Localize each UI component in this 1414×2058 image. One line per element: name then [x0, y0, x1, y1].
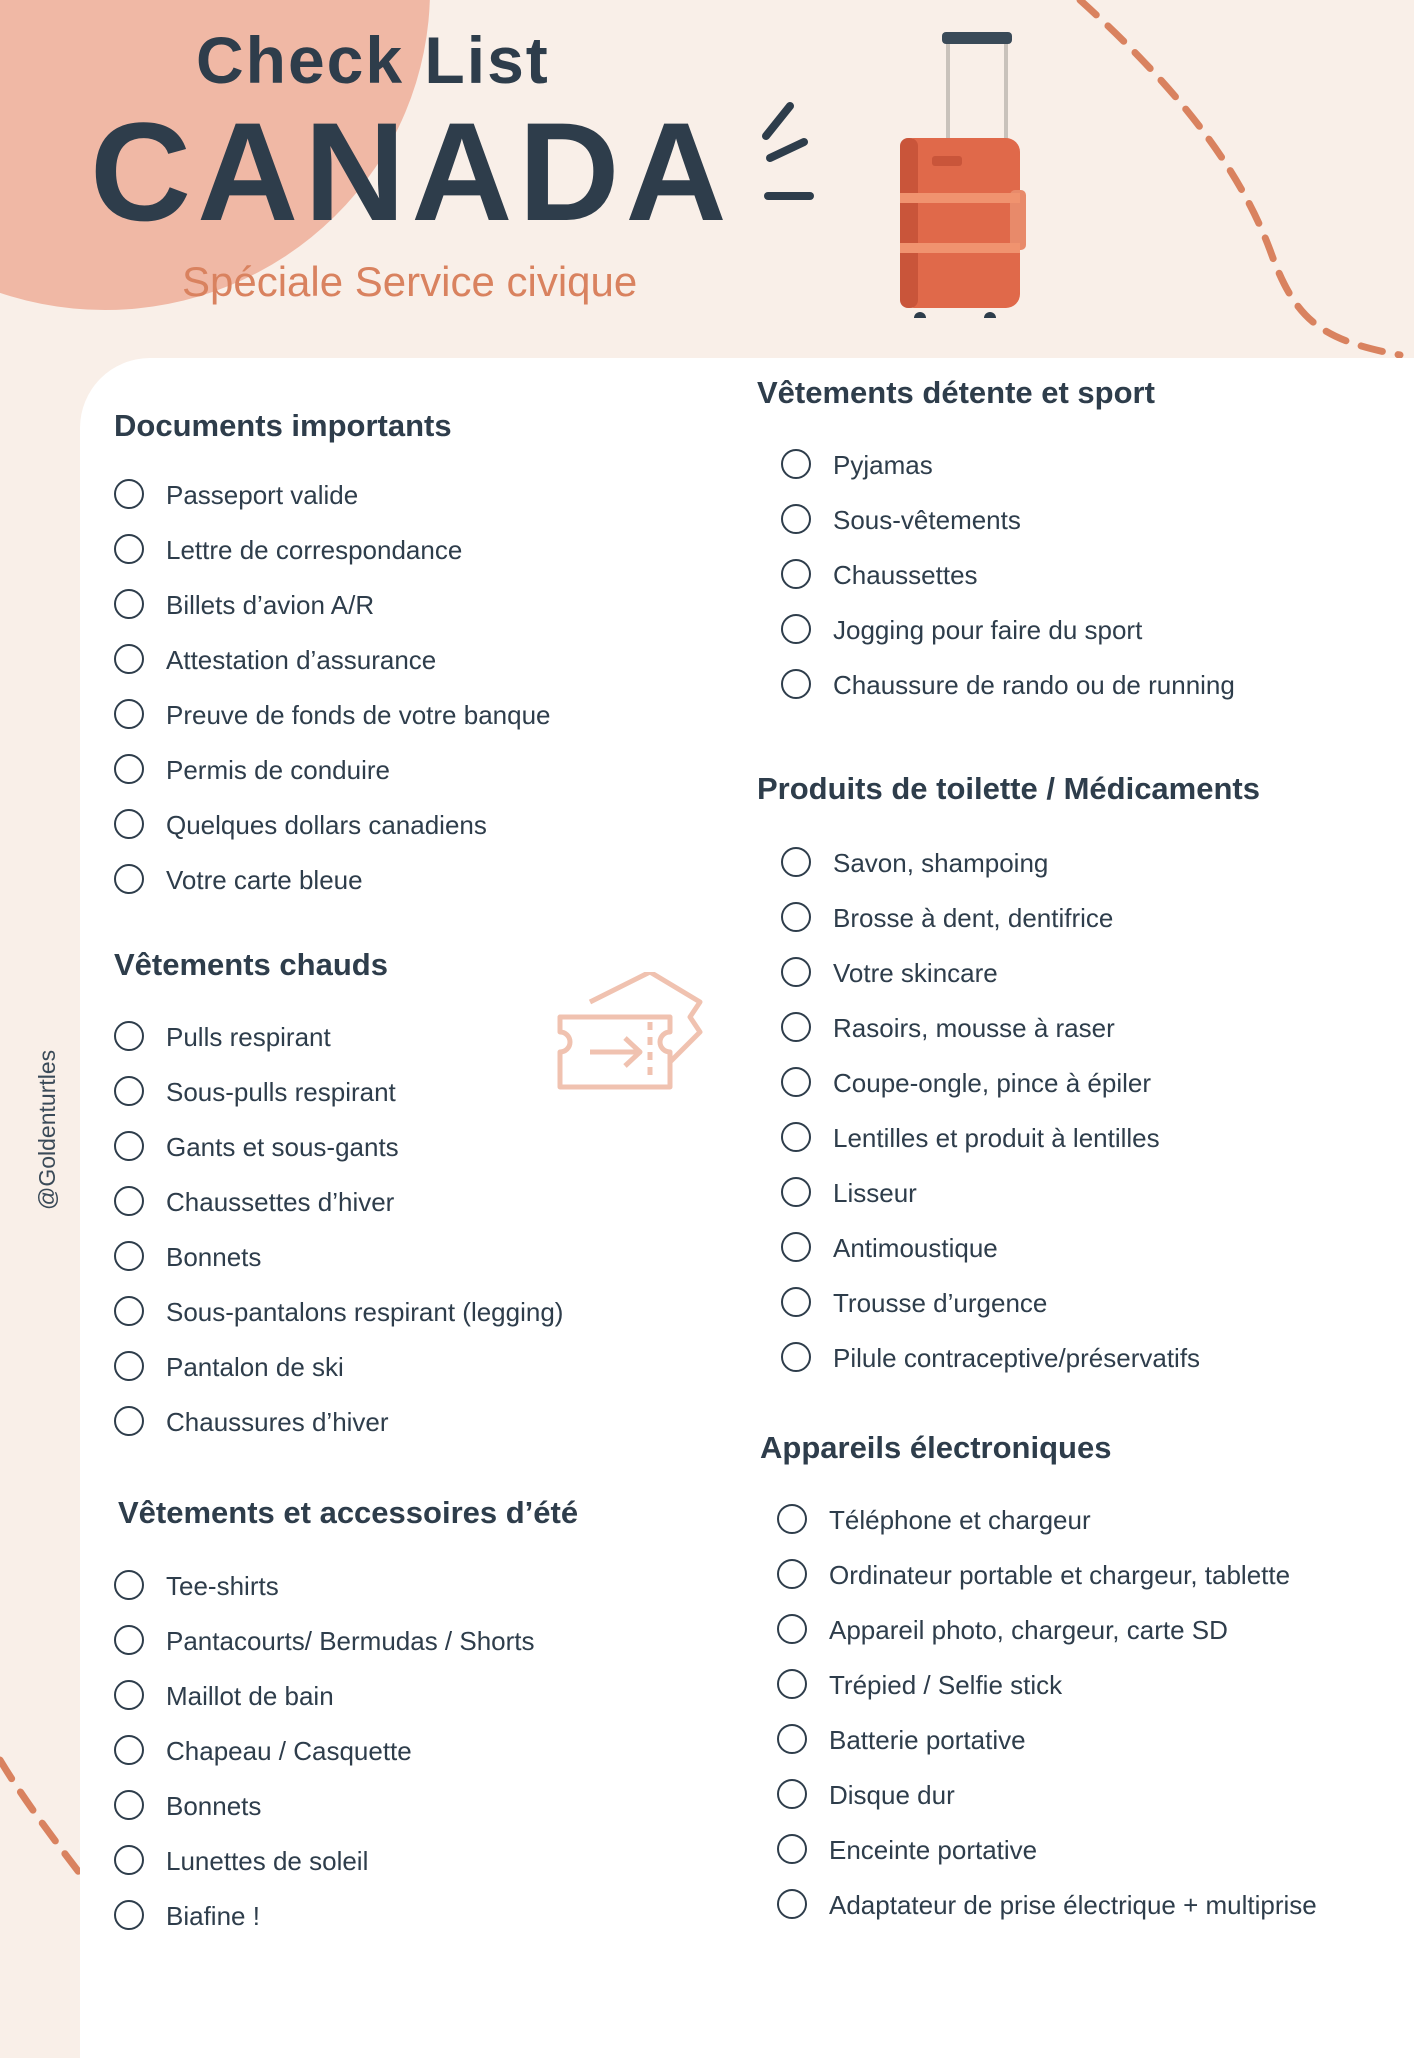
checklist-item-label: Téléphone et chargeur [829, 1505, 1091, 1535]
section-title: Documents importants [114, 408, 452, 443]
checklist-item [781, 610, 1155, 665]
checklist-item-label: Bonnets [166, 1242, 262, 1272]
checkbox-circle[interactable] [777, 1504, 807, 1534]
checklist-item-label: Antimoustique [833, 1233, 998, 1263]
checklist-item-label: Chaussettes d’hiver [166, 1187, 395, 1217]
section-warm-clothes [114, 947, 564, 1457]
checklist-item-label: Lentilles et produit à lentilles [833, 1123, 1160, 1153]
checklist-item [777, 1555, 1291, 1610]
author-handle: @Goldenturtles [34, 1049, 60, 1210]
checklist-item [781, 1063, 1260, 1118]
checklist-item-label: Permis de conduire [166, 755, 390, 785]
checkbox-circle[interactable] [781, 847, 811, 877]
checklist-item [114, 1896, 578, 1951]
checklist-item-label: Chaussure de rando ou de running [833, 670, 1235, 700]
checklist-item [781, 843, 1260, 898]
checklist-item-label: Adaptateur de prise électrique + multiprise [829, 1890, 1317, 1920]
checklist-item-label: Pulls respirant [166, 1022, 331, 1052]
checklist-item-label: Biafine ! [166, 1901, 260, 1931]
checklist-item [114, 1621, 578, 1676]
checkbox-circle[interactable] [114, 1790, 144, 1820]
checkbox-circle[interactable] [114, 1351, 144, 1381]
checklist-item [114, 860, 452, 915]
checkbox-circle[interactable] [114, 864, 144, 894]
checkbox-circle[interactable] [114, 809, 144, 839]
checklist-item [114, 475, 452, 530]
checklist-item-label: Votre skincare [833, 958, 998, 988]
checklist-item [114, 640, 452, 695]
checklist-item-label: Pantacourts/ Bermudas / Shorts [166, 1626, 535, 1656]
checklist-item [777, 1720, 1111, 1775]
checklist-item [781, 665, 1235, 720]
checkbox-circle[interactable] [781, 1342, 811, 1372]
section-title: Vêtements et accessoires d’été [118, 1495, 579, 1530]
checkbox-circle[interactable] [114, 1076, 144, 1106]
checkbox-circle[interactable] [777, 1559, 807, 1589]
checkbox-circle[interactable] [114, 589, 144, 619]
page-title: CANADA [90, 93, 733, 250]
checklist-item-label: Batterie portative [829, 1725, 1026, 1755]
checkbox-circle[interactable] [114, 1241, 144, 1271]
checklist-item-label: Ordinateur portable et chargeur, tablette [829, 1560, 1291, 1590]
burst-accent-icon [748, 98, 818, 208]
checklist-item-label: Pilule contraceptive/préservatifs [833, 1343, 1201, 1373]
checklist-item [777, 1885, 1317, 1940]
checklist-item-label: Pyjamas [833, 450, 933, 480]
checklist-item [781, 1173, 1260, 1228]
checkbox-circle[interactable] [114, 1021, 144, 1051]
checkbox-circle[interactable] [777, 1889, 807, 1919]
checklist-item [114, 750, 452, 805]
checklist-item-label: Tee-shirts [166, 1571, 279, 1601]
checkbox-circle[interactable] [114, 699, 144, 729]
checkbox-circle[interactable] [114, 1680, 144, 1710]
checkbox-circle[interactable] [114, 1845, 144, 1875]
checklist-item [114, 1127, 399, 1182]
checklist-item [114, 585, 452, 640]
checkbox-circle[interactable] [114, 1625, 144, 1655]
checkbox-circle[interactable] [114, 479, 144, 509]
checkbox-circle[interactable] [777, 1669, 807, 1699]
checkbox-circle[interactable] [781, 1067, 811, 1097]
checklist-item [777, 1775, 1111, 1830]
checklist-item [114, 1017, 388, 1072]
checklist-item [114, 1731, 578, 1786]
section-title: Vêtements détente et sport [757, 375, 1155, 410]
checklist-item [114, 1566, 578, 1621]
checklist-item [777, 1500, 1111, 1555]
checkbox-circle[interactable] [114, 1131, 144, 1161]
checkbox-circle[interactable] [781, 1122, 811, 1152]
checkbox-circle[interactable] [781, 504, 811, 534]
checkbox-circle[interactable] [781, 1012, 811, 1042]
checklist-item-label: Quelques dollars canadiens [166, 810, 487, 840]
checklist-item [114, 530, 463, 585]
checkbox-circle[interactable] [114, 1900, 144, 1930]
plane-ticket-icon [550, 972, 710, 1122]
checklist-item-label: Pantalon de ski [166, 1352, 344, 1382]
checklist-item [781, 1118, 1260, 1173]
checklist-item-label: Lisseur [833, 1178, 917, 1208]
suitcase-icon [880, 28, 1040, 318]
checklist-item-label: Chaussures d’hiver [166, 1407, 389, 1437]
checkbox-circle[interactable] [777, 1724, 807, 1754]
checklist-item-label: Chapeau / Casquette [166, 1736, 412, 1766]
checkbox-circle[interactable] [781, 669, 811, 699]
checklist-item [781, 1283, 1260, 1338]
checklist-item-label: Brosse à dent, dentifrice [833, 903, 1114, 933]
checklist-item [114, 1676, 578, 1731]
checklist-item-label: Sous-pulls respirant [166, 1077, 396, 1107]
checklist-item [781, 445, 1155, 500]
checklist-item-label: Lunettes de soleil [166, 1846, 369, 1876]
checkbox-circle[interactable] [781, 1177, 811, 1207]
checkbox-circle[interactable] [781, 1287, 811, 1317]
checklist-item-label: Jogging pour faire du sport [833, 615, 1143, 645]
checklist-item [114, 695, 551, 750]
checkbox-circle[interactable] [781, 957, 811, 987]
checklist-item [781, 898, 1260, 953]
checkbox-circle[interactable] [114, 1186, 144, 1216]
section-documents [114, 408, 551, 915]
section-toiletries [757, 771, 1260, 1393]
checklist-item [114, 1786, 578, 1841]
checklist-item-label: Coupe-ongle, pince à épiler [833, 1068, 1151, 1098]
checklist-item [781, 1338, 1260, 1393]
checklist-item [781, 1228, 1260, 1283]
checklist-item-label: Bonnets [166, 1791, 262, 1821]
checklist-item-label: Trousse d’urgence [833, 1288, 1048, 1318]
checklist-item-label: Preuve de fonds de votre banque [166, 700, 551, 730]
checklist-item-label: Attestation d’assurance [166, 645, 437, 675]
checklist-item [114, 1237, 388, 1292]
checklist-item-label: Trépied / Selfie stick [829, 1670, 1063, 1700]
checklist-item-label: Appareil photo, chargeur, carte SD [829, 1615, 1228, 1645]
section-sport-clothes [757, 375, 1235, 720]
checklist-item-label: Sous-pantalons respirant (legging) [166, 1297, 564, 1327]
checklist-item-label: Maillot de bain [166, 1681, 334, 1711]
checklist-item [781, 953, 1260, 1008]
checklist-item [114, 1841, 578, 1896]
checklist-item-label: Lettre de correspondance [166, 535, 463, 565]
checklist-item [114, 1182, 395, 1237]
checkbox-circle[interactable] [781, 559, 811, 589]
checklist-item-label: Gants et sous-gants [166, 1132, 399, 1162]
checklist-item [114, 1072, 396, 1127]
checkbox-circle[interactable] [114, 1735, 144, 1765]
checklist-item [114, 1347, 388, 1402]
checklist-item [114, 805, 487, 860]
checkbox-circle[interactable] [114, 1406, 144, 1436]
checkbox-circle[interactable] [114, 644, 144, 674]
checklist-item [781, 555, 1155, 610]
page-subtitle: Spéciale Service civique [182, 258, 638, 305]
checklist-item [114, 1402, 388, 1457]
checkbox-circle[interactable] [777, 1779, 807, 1809]
checklist-item-label: Sous-vêtements [833, 505, 1021, 535]
checkbox-circle[interactable] [781, 1232, 811, 1262]
section-summer-clothes [118, 1495, 578, 1951]
checkbox-circle[interactable] [781, 614, 811, 644]
checkbox-circle[interactable] [777, 1614, 807, 1644]
checklist-item [777, 1610, 1228, 1665]
checklist-item [114, 1292, 564, 1347]
checklist-item [781, 1008, 1260, 1063]
section-title: Produits de toilette / Médicaments [757, 771, 1260, 806]
checklist-item-label: Savon, shampoing [833, 848, 1049, 878]
checklist-item-label: Passeport valide [166, 480, 359, 510]
checklist-item-label: Chaussettes [833, 560, 978, 590]
section-title: Appareils électroniques [760, 1430, 1112, 1465]
checklist-item [777, 1665, 1111, 1720]
checkbox-circle[interactable] [781, 449, 811, 479]
page-kicker: Check List [196, 23, 550, 97]
checklist-item-label: Enceinte portative [829, 1835, 1038, 1865]
checkbox-circle[interactable] [114, 1570, 144, 1600]
section-title: Vêtements chauds [114, 947, 388, 982]
checkbox-circle[interactable] [781, 902, 811, 932]
checklist-item [777, 1830, 1111, 1885]
checklist-item-label: Disque dur [829, 1780, 955, 1810]
checkbox-circle[interactable] [114, 754, 144, 784]
checklist-item-label: Billets d’avion A/R [166, 590, 375, 620]
section-electronics [760, 1430, 1317, 1940]
checkbox-circle[interactable] [114, 534, 144, 564]
checklist-item [781, 500, 1155, 555]
checkbox-circle[interactable] [114, 1296, 144, 1326]
checkbox-circle[interactable] [777, 1834, 807, 1864]
checklist-item-label: Votre carte bleue [166, 865, 363, 895]
checklist-item-label: Rasoirs, mousse à raser [833, 1013, 1115, 1043]
